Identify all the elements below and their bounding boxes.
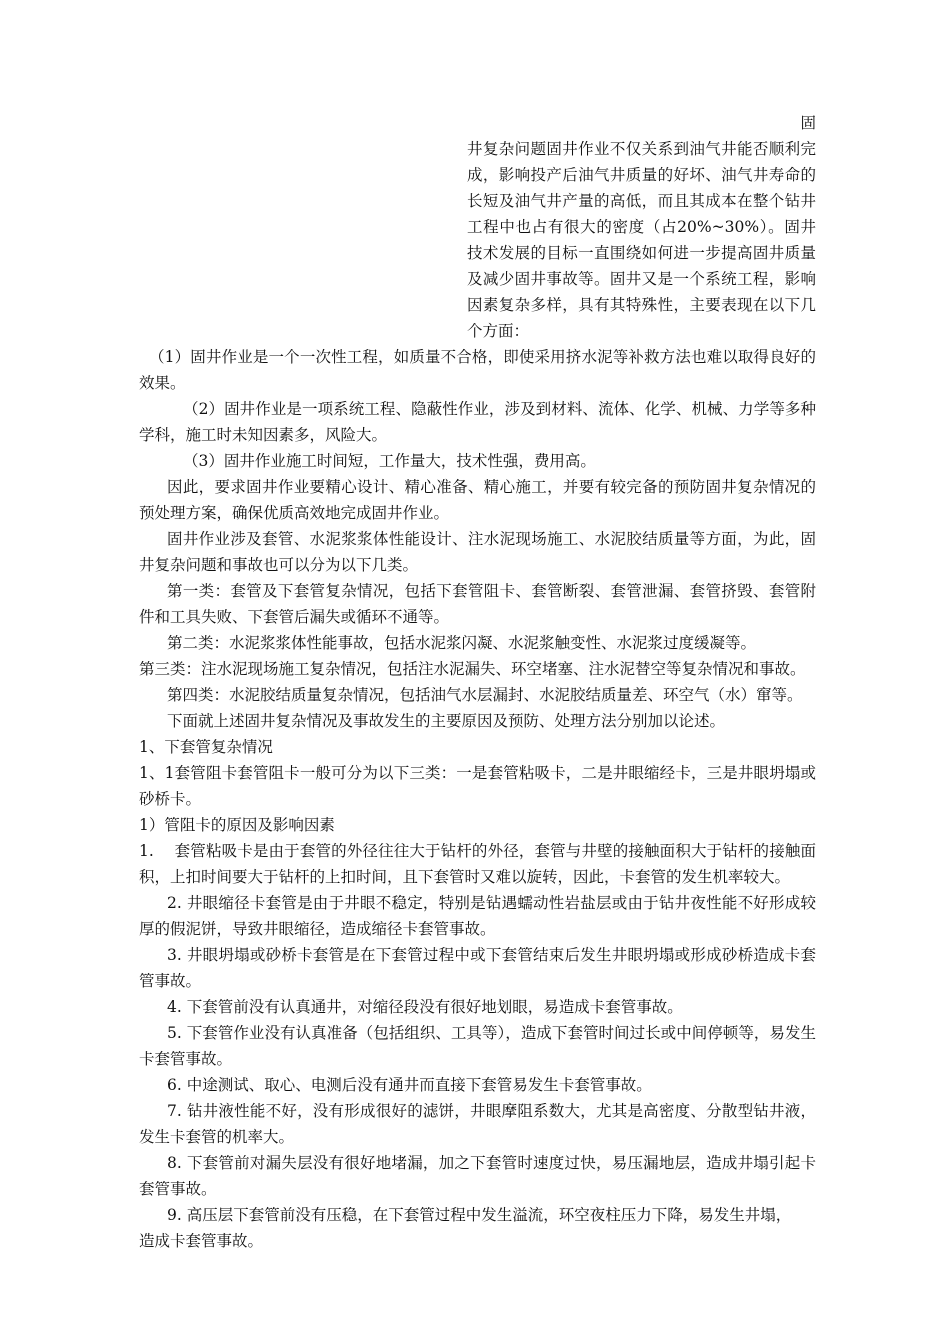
- paragraph-class-1: 第一类：套管及下套管复杂情况，包括下套管阻卡、套管断裂、套管泄漏、套管挤毁、套管附件和工具失败、下套管后漏失或循环不通等。: [139, 582, 816, 626]
- cause-item-6: 6. 中途测试、取心、电测后没有通井而直接下套管易发生卡套管事故。: [167, 1076, 652, 1094]
- paragraph-item-3: （3）固井作业施工时间短，工作量大，技术性强，费用高。: [183, 452, 596, 470]
- cause-item-5: 5. 下套管作业没有认真准备（包括组织、工具等），造成下套管时间过长或中间停顿等，易发生卡套管事故。: [139, 1024, 816, 1068]
- paragraph-item-2: （2）固井作业是一项系统工程、隐蔽性作业，涉及到材料、流体、化学、机械、力学等多种学科，施工时未知因素多，风险大。: [139, 400, 816, 444]
- paragraph-class-4: 第四类：水泥胶结质量复杂情况，包括油气水层漏封、水泥胶结质量差、环空气（水）窜等。: [167, 686, 803, 704]
- document-page: [139, 110, 816, 1254]
- section-heading: 1、下套管复杂情况: [139, 738, 273, 756]
- cause-item-4: 4. 下套管前没有认真通井，对缩径段没有很好地划眼，易造成卡套管事故。: [167, 998, 683, 1016]
- paragraph-classification: 固井作业涉及套管、水泥浆浆体性能设计、注水泥现场施工、水泥胶结质量等方面，为此，固井复杂问题和事故也可以分为以下几类。: [139, 530, 816, 574]
- cause-item-1: 1. 套管粘吸卡是由于套管的外径往往大于钻杆的外径，套管与井壁的接触面积大于钻杆的接触面积，上扣时间要大于钻杆的上扣时间，且下套管时又难以旋转，因此，卡套管的发生机率较大。: [139, 842, 817, 886]
- cause-item-8: 8. 下套管前对漏失层没有很好地堵漏，加之下套管时速度过快，易压漏地层，造成井塌引起卡套管事故。: [139, 1154, 816, 1198]
- paragraph-class-2: 第二类：水泥浆浆体性能事故，包括水泥浆闪凝、水泥浆触变性、水泥浆过度缓凝等。: [167, 634, 757, 652]
- paragraph-item-1: （1）固井作业是一个一次性工程，如质量不合格，即使采用挤水泥等补救方法也难以取得良好的效果。: [139, 348, 816, 392]
- paragraph-therefore: 因此，要求固井作业要精心设计、精心准备、精心施工，并要有较完备的预防固井复杂情况的预处理方案，确保优质高效地完成固井作业。: [139, 478, 816, 522]
- subsection-casing-stuck: 1、1套管阻卡套管阻卡一般可分为以下三类：一是套管粘吸卡，二是井眼缩经卡，三是井眼坍塌或砂桥卡。: [139, 764, 816, 808]
- paragraph-class-3: 第三类：注水泥现场施工复杂情况，包括注水泥漏失、环空堵塞、注水泥替空等复杂情况和事故。: [139, 660, 806, 678]
- subsection-causes: 1）管阻卡的原因及影响因素: [139, 816, 335, 834]
- cause-item-9: 9. 高压层下套管前没有压稳，在下套管过程中发生溢流，环空夜柱压力下降，易发生井塌，: [167, 1206, 792, 1224]
- intro-paragraph: 固井复杂问题固井作业不仅关系到油气井能否顺利完成，影响投产后油气井质量的好坏、油气井寿命的长短及油气井产量的高低，而且其成本在整个钻井工程中也占有很大的密度（占20%~30%）。固井技术发展的目标一直围绕如何进一步提高固井质量及减少固井事故等。固井又是一个系统工程，影响因素复杂多样，具有其特殊性，主要表现在以下几个方面：: [467, 114, 816, 340]
- cause-item-7: 7. 钻井液性能不好，没有形成很好的滤饼，井眼摩阻系数大，尤其是高密度、分散型钻井液，发生卡套管的机率大。: [139, 1102, 816, 1146]
- paragraph-discussion: 下面就上述固井复杂情况及事故发生的主要原因及预防、处理方法分别加以论述。: [167, 712, 726, 730]
- cause-item-3: 3. 井眼坍塌或砂桥卡套管是在下套管过程中或下套管结束后发生井眼坍塌或形成砂桥造成卡套管事故。: [139, 946, 816, 990]
- cause-item-2: 2. 井眼缩径卡套管是由于井眼不稳定，特别是钻遇蠕动性岩盐层或由于钻井夜性能不好形成较厚的假泥饼，导致井眼缩径，造成缩径卡套管事故。: [139, 894, 816, 938]
- cause-item-9-continued: 造成卡套管事故。: [139, 1232, 264, 1250]
